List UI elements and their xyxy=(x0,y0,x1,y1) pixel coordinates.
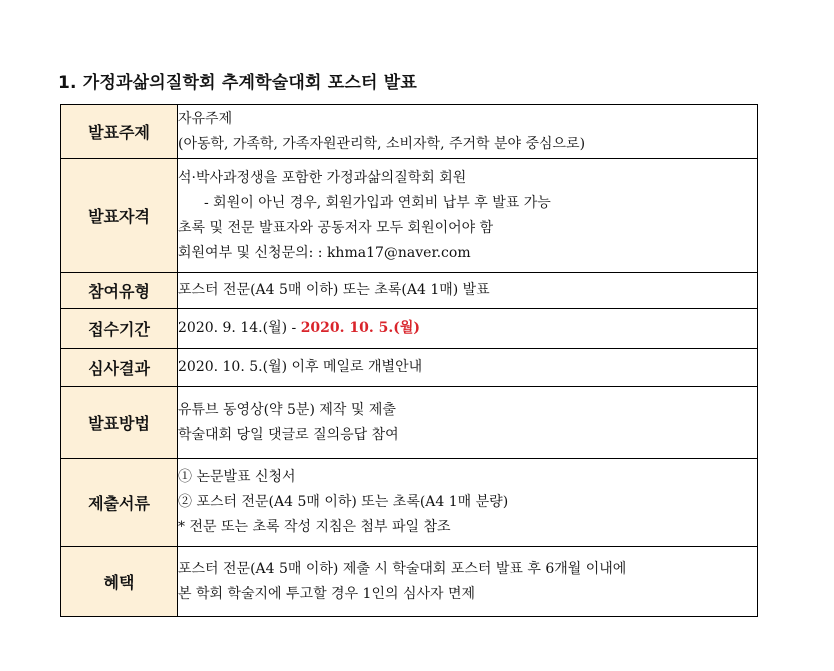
content-type xyxy=(178,273,758,309)
row-type xyxy=(61,273,758,309)
row-period xyxy=(61,309,758,349)
row-eligibility xyxy=(61,159,758,273)
content-method xyxy=(178,387,758,459)
documents-line: ② 포스터 전문(A4 5매 이하) 또는 초록(A4 1매 분량) xyxy=(178,494,509,510)
label-eligibility: 발표자격 xyxy=(61,159,178,273)
result-line: 2020. 10. 5.(월) 이후 메일로 개별안내 xyxy=(178,359,423,375)
row-benefit xyxy=(61,547,758,617)
method-line: 학술대회 당일 댓글로 질의응답 참여 xyxy=(178,426,399,443)
section-heading: 1. 가정과삶의질학회 추계학술대회 포스터 발표 xyxy=(58,73,417,93)
eligibility-line: 초록 및 전문 발표자와 공동저자 모두 회원이어야 함 xyxy=(178,219,494,236)
content-documents xyxy=(178,459,758,547)
content-topic xyxy=(178,105,758,159)
benefit-line: 본 학회 학술지에 투고할 경우 1인의 심사자 면제 xyxy=(178,585,476,602)
documents-line: ① 논문발표 신청서 xyxy=(178,469,296,485)
documents-line: * 전문 또는 초록 작성 지침은 첨부 파일 참조 xyxy=(178,519,451,535)
label-topic: 발표주제 xyxy=(61,105,178,159)
row-documents xyxy=(61,459,758,547)
row-result xyxy=(61,349,758,387)
content-eligibility xyxy=(178,159,758,273)
label-benefit: 혜택 xyxy=(61,547,178,617)
label-method: 발표방법 xyxy=(61,387,178,459)
info-table xyxy=(60,104,758,617)
eligibility-line: 석·박사과정생을 포함한 가정과삶의질학회 회원 xyxy=(178,169,467,186)
row-topic xyxy=(61,105,758,159)
type-line: 포스터 전문(A4 5매 이하) 또는 초록(A4 1매) 발표 xyxy=(178,282,490,298)
row-method xyxy=(61,387,758,459)
method-line: 유튜브 동영상(약 5분) 제작 및 제출 xyxy=(178,401,396,418)
topic-line: (아동학, 가족학, 가족자원관리학, 소비자학, 주거학 분야 중심으로) xyxy=(178,135,586,152)
eligibility-line: - 회원이 아닌 경우, 회원가입과 연회비 납부 후 발표 가능 xyxy=(204,194,551,211)
topic-line: 자유주제 xyxy=(178,110,233,127)
benefit-line: 포스터 전문(A4 5매 이하) 제출 시 학술대회 포스터 발표 후 6개월 이내에 xyxy=(178,560,627,577)
label-documents: 제출서류 xyxy=(61,459,178,547)
content-period xyxy=(178,309,758,349)
label-type: 참여유형 xyxy=(61,273,178,309)
label-result: 심사결과 xyxy=(61,349,178,387)
period-line xyxy=(178,316,757,341)
period-end: 2020. 10. 5.(월) xyxy=(300,320,421,336)
content-benefit xyxy=(178,547,758,617)
eligibility-line: 회원여부 및 신청문의: : khma17@naver.com xyxy=(178,244,471,261)
label-period: 접수기간 xyxy=(61,309,178,349)
content-result xyxy=(178,349,758,387)
period-start: 2020. 9. 14.(월) - xyxy=(178,320,301,336)
